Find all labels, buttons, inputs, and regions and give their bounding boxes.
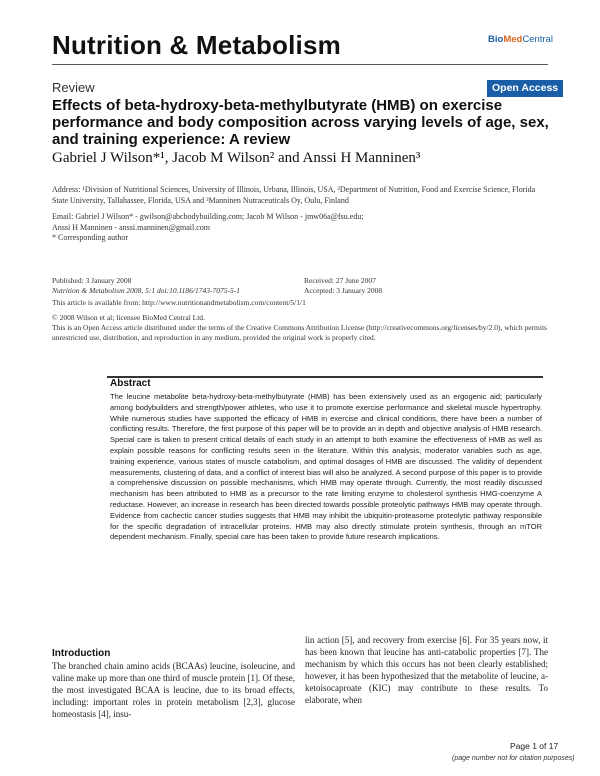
affiliations — [52, 185, 552, 244]
availability-link[interactable]: This article is available from: http://www.nutritionandmetabolism.com/content/5/1/1 — [52, 298, 306, 307]
citation: Nutrition & Metabolism 2008, 5:1 doi:10.1186/1743-7075-5-1 — [52, 286, 240, 295]
introduction-left-column: The branched chain amino acids (BCAAs) leucine, isoleucine, and valine make up more than one third of muscle protein [1]. Of these, the most investigated BCAA is leucine, due to its broad effects, including: important roles in protein metabolism [2,3], glucose homeostasis [4], insu- — [52, 661, 295, 719]
page-note: (page number not for citation purposes) — [452, 755, 575, 762]
authors: Gabriel J Wilson*¹, Jacob M Wilson² and Anssi H Manninen³ — [52, 150, 421, 166]
abstract-heading: Abstract — [110, 378, 151, 389]
copyright: © 2008 Wilson et al; licensee BioMed Central Ltd. — [52, 313, 205, 322]
abstract-rule — [107, 376, 543, 378]
section-label: Review — [52, 80, 95, 95]
publisher-central: Central — [522, 34, 553, 45]
article-title: Effects of beta-hydroxy-beta-methylbutyrate (HMB) on exercise performance and body composition across varying levels of age, sex, and training experience: A review — [52, 97, 549, 148]
received-date: Received: 27 June 2007 — [304, 276, 376, 285]
publication-info — [52, 276, 302, 296]
header-rule — [52, 64, 548, 65]
corresponding-author: * Corresponding author — [52, 233, 128, 242]
abstract-body: The leucine metabolite beta-hydroxy-beta-methylbutyrate (HMB) has been extensively used as an ergogenic aid; particularly among bodybuilders and strength/power athletes, who use it to promote exercise performance and skeletal muscle hypertrophy. While numerous studies have supported the efficacy of HMB in exercise and clinical conditions, there have been a number of conflicting results. Therefore, the first purpose of this paper will be to provide an in depth and objective analysis of HMB research. Special care is taken to present critical details of each study in an attempt to both examine the effectiveness of HMB as well as explain possible reasons for conflicting results seen in the literature. Within this analysis, moderator variables such as age, training experience, various states of muscle catabolism, and optimal dosages of HMB are discussed. The validity of dependent measurements, clustering of data, and a conflict of interest bias will also be analyzed. A second purpose of this paper is to provide a comprehensive discussion on possible mechanisms, which HMB may operate through. Currently, the most readily discussed mechanism has been attributed to HMB as a precursor to the rate limiting enzyme to cholesterol synthesis HMG-coenzyme A reductase. However, an increase in research has been directed towards possible proteolytic pathways HMB may operate through. Evidence from cachectic cancer studies suggests that HMB may inhibit the ubiquitin-proteasome proteolytic pathway responsible for the specific degradation of intracellular proteins. HMB may also directly stimulate protein synthesis, through an mTOR dependent mechanism. Finally, special care has been taken to provide future research implications. — [110, 392, 542, 542]
publisher-med: Med — [503, 34, 523, 45]
journal-title: Nutrition & Metabolism — [52, 30, 341, 60]
publisher-logo[interactable] — [488, 34, 553, 45]
page-number: Page 1 of 17 — [510, 741, 559, 751]
open-access-badge: Open Access — [487, 80, 563, 97]
received-info — [304, 276, 484, 296]
introduction-heading: Introduction — [52, 648, 111, 659]
publisher-bio: Bio — [488, 34, 504, 45]
license-block — [52, 313, 548, 343]
accepted-date: Accepted: 3 January 2008 — [304, 286, 383, 295]
address: Address: ¹Division of Nutritional Sciences, University of Illinois, Urbana, Illinois, USA, ²Department of Nutrition, Food and Exercise Science, Florida State University, Tallahassee, Florida, USA and ³Manninen Nutraceuticals Oy, Oulu, Finland — [52, 185, 536, 205]
introduction-right-column: lin action [5], and recovery from exercise [6]. For 35 years now, it has been known that leucine has anti-catabolic properties [7]. The mechanism by which this occurs has not been clearly established; however, it has been hypothesized that the metabolite of leucine, a-ketoisocaproate (KIC) may contribute to these results. To elaborate, when — [305, 635, 548, 705]
email-line-1: Email: Gabriel J Wilson* - gwilson@abcbodybuilding.com; Jacob M Wilson - jmw06a@fsu.edu; — [52, 212, 364, 221]
published-date: Published: 3 January 2008 — [52, 276, 132, 285]
license-text: This is an Open Access article distributed under the terms of the Creative Commons Attribution License (http://creativecommons.org/licenses/by/2.0), which permits unrestricted use, distribution, and reproduction in any medium, provided the original work is properly cited. — [52, 323, 547, 342]
email-line-2: Anssi H Manninen - anssi.manninen@gmail.com — [52, 222, 211, 232]
